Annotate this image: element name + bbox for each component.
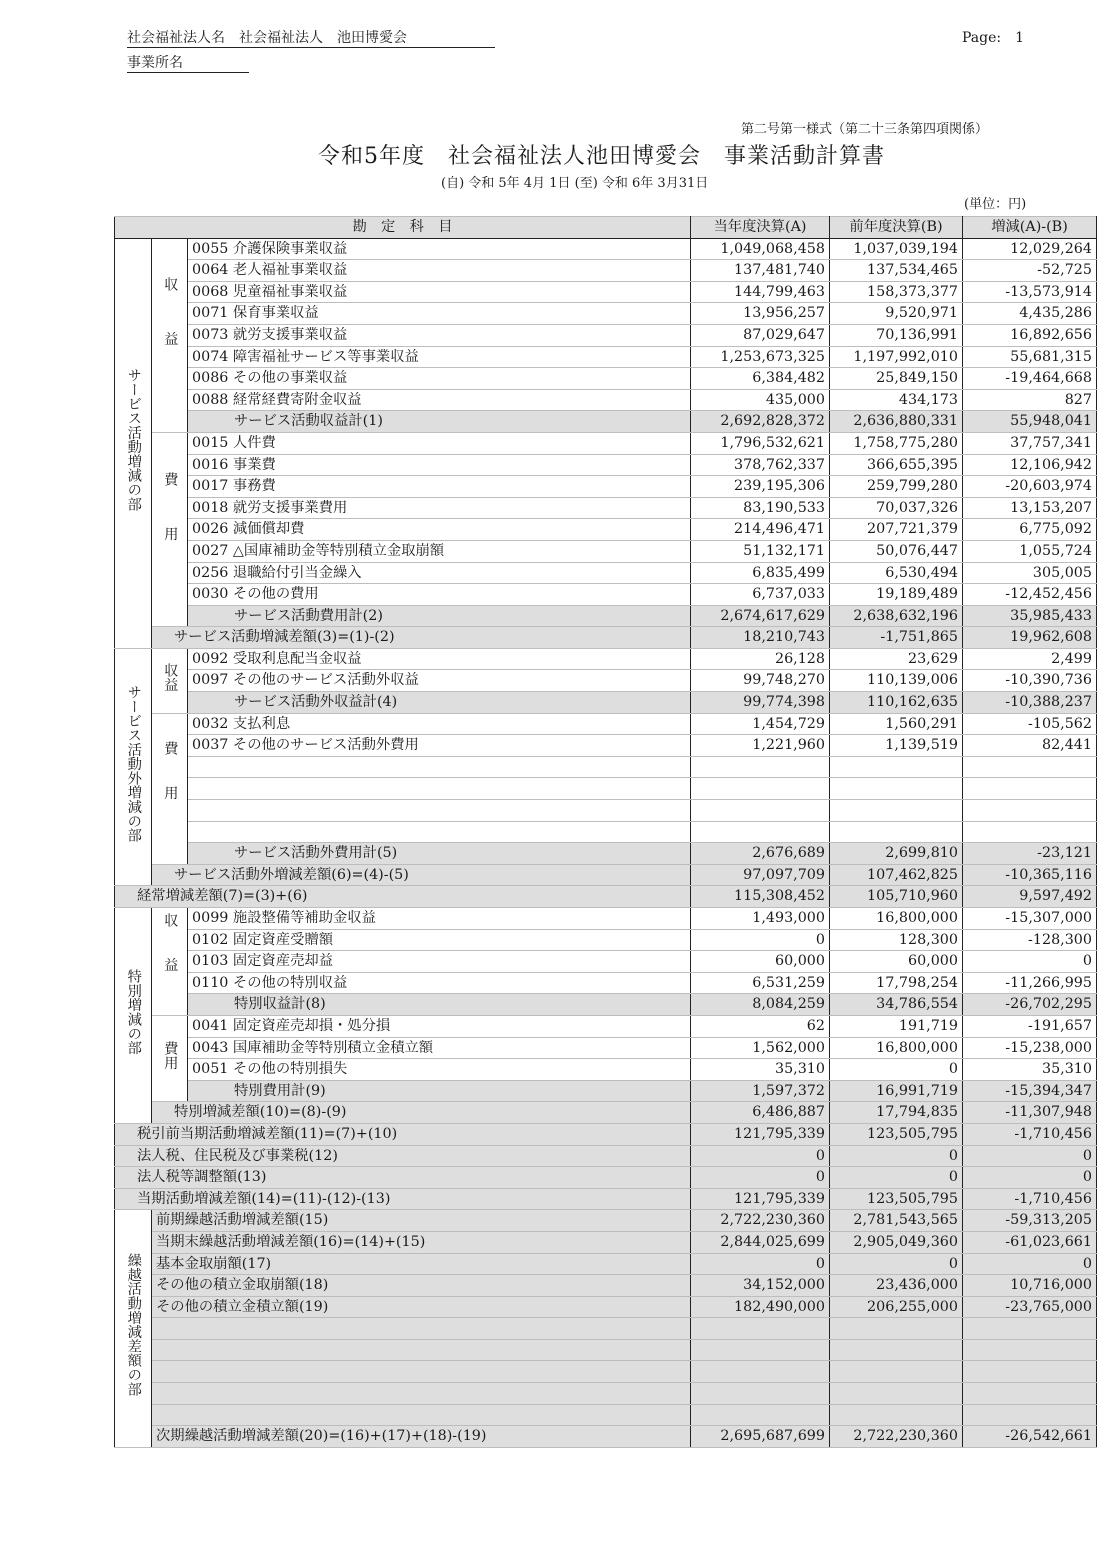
office-name: 事業所名 xyxy=(127,52,249,73)
row-label: 0030 その他の費用 xyxy=(188,584,691,606)
value-diff: 55,681,315 xyxy=(963,346,1097,368)
value-diff: 9,597,492 xyxy=(963,886,1097,908)
value-current: 378,762,337 xyxy=(691,454,830,476)
row-label: 0099 施設整備等補助金収益 xyxy=(188,908,691,930)
total-row xyxy=(115,886,1097,908)
table-row xyxy=(115,951,1097,973)
value-previous: 17,794,835 xyxy=(830,1102,963,1124)
value-previous: 1,560,291 xyxy=(830,713,963,735)
table-row xyxy=(115,1059,1097,1081)
value-diff: -11,307,948 xyxy=(963,1102,1097,1124)
value-diff: -15,307,000 xyxy=(963,908,1097,930)
value-previous: 110,139,006 xyxy=(830,670,963,692)
value-diff: 35,985,433 xyxy=(963,605,1097,627)
col-account: 勘 定 科 目 xyxy=(115,217,691,239)
value-current: 1,796,532,621 xyxy=(691,432,830,454)
value-diff: 12,029,264 xyxy=(963,238,1097,260)
value-diff: -26,542,661 xyxy=(963,1426,1097,1448)
value-previous: 16,800,000 xyxy=(830,908,963,930)
value-current: 2,676,689 xyxy=(691,843,830,865)
group-expense: 費用 xyxy=(152,432,188,626)
blank-row xyxy=(115,1339,1097,1361)
subtotal-row xyxy=(115,692,1097,714)
value-previous: 137,534,465 xyxy=(830,260,963,282)
value-previous: 105,710,960 xyxy=(830,886,963,908)
value-current: 1,562,000 xyxy=(691,1037,830,1059)
header-row xyxy=(115,217,1097,239)
table-row xyxy=(115,260,1097,282)
total-row xyxy=(115,1426,1097,1448)
value-diff: -59,313,205 xyxy=(963,1210,1097,1232)
value-current: 87,029,647 xyxy=(691,324,830,346)
value-diff: -15,238,000 xyxy=(963,1037,1097,1059)
value-current: 18,210,743 xyxy=(691,627,830,649)
blank-row xyxy=(115,756,1097,778)
row-label: 0064 老人福祉事業収益 xyxy=(188,260,691,282)
table-row xyxy=(115,562,1097,584)
table-row xyxy=(115,1231,1097,1253)
value-diff: 19,962,608 xyxy=(963,627,1097,649)
value-diff: -52,725 xyxy=(963,260,1097,282)
value-current: 1,597,372 xyxy=(691,1080,830,1102)
value-diff: 305,005 xyxy=(963,562,1097,584)
row-label: 0016 事業費 xyxy=(188,454,691,476)
value-previous: 0 xyxy=(830,1253,963,1275)
value-diff: 16,892,656 xyxy=(963,324,1097,346)
row-label: 0102 固定資産受贈額 xyxy=(188,929,691,951)
table-row xyxy=(115,648,1097,670)
group-income: 収益 xyxy=(152,238,188,432)
row-label: 0027 △国庫補助金等特別積立金取崩額 xyxy=(188,540,691,562)
row-label: 0032 支払利息 xyxy=(188,713,691,735)
value-previous: 25,849,150 xyxy=(830,368,963,390)
value-diff: 35,310 xyxy=(963,1059,1097,1081)
table-row xyxy=(115,584,1097,606)
value-current: 26,128 xyxy=(691,648,830,670)
value-previous: 16,800,000 xyxy=(830,1037,963,1059)
table-row xyxy=(115,540,1097,562)
value-current: 1,493,000 xyxy=(691,908,830,930)
value-previous: 16,991,719 xyxy=(830,1080,963,1102)
total-row xyxy=(115,1123,1097,1145)
value-previous: 19,189,489 xyxy=(830,584,963,606)
value-diff: -10,390,736 xyxy=(963,670,1097,692)
row-label: 特別収益計(8) xyxy=(188,994,691,1016)
value-diff: 55,948,041 xyxy=(963,411,1097,433)
value-current: 2,722,230,360 xyxy=(691,1210,830,1232)
value-current: 115,308,452 xyxy=(691,886,830,908)
value-diff: -191,657 xyxy=(963,1015,1097,1037)
row-label: 0103 固定資産売却益 xyxy=(188,951,691,973)
value-diff: 2,499 xyxy=(963,648,1097,670)
value-current: 1,454,729 xyxy=(691,713,830,735)
row-label: 基本金取崩額(17) xyxy=(152,1253,691,1275)
value-previous: 23,629 xyxy=(830,648,963,670)
table-row xyxy=(115,929,1097,951)
table-row xyxy=(115,454,1097,476)
value-diff: -11,266,995 xyxy=(963,972,1097,994)
value-diff: -23,765,000 xyxy=(963,1296,1097,1318)
subtotal-row xyxy=(115,843,1097,865)
value-previous: 6,530,494 xyxy=(830,562,963,584)
row-label: 次期繰越活動増減差額(20)=(16)+(17)+(18)-(19) xyxy=(152,1426,691,1448)
value-current: 35,310 xyxy=(691,1059,830,1081)
value-current: 8,084,259 xyxy=(691,994,830,1016)
value-current: 2,695,687,699 xyxy=(691,1426,830,1448)
value-previous: -1,751,865 xyxy=(830,627,963,649)
value-current: 60,000 xyxy=(691,951,830,973)
form-note: 第二号第一様式（第二十三条第四項関係） xyxy=(741,122,989,137)
value-diff: 0 xyxy=(963,1253,1097,1275)
value-current: 13,956,257 xyxy=(691,303,830,325)
row-label: サービス活動収益計(1) xyxy=(188,411,691,433)
value-diff: -15,394,347 xyxy=(963,1080,1097,1102)
value-previous: 128,300 xyxy=(830,929,963,951)
value-previous: 206,255,000 xyxy=(830,1296,963,1318)
value-previous: 70,136,991 xyxy=(830,324,963,346)
value-diff: 6,775,092 xyxy=(963,519,1097,541)
unit-label: (単位：円) xyxy=(964,197,1027,212)
blank-row xyxy=(115,778,1097,800)
table-row xyxy=(115,908,1097,930)
value-diff: 827 xyxy=(963,389,1097,411)
table-row xyxy=(115,1037,1097,1059)
row-label: 0071 保育事業収益 xyxy=(188,303,691,325)
table-row xyxy=(115,303,1097,325)
row-label: 0041 固定資産売却損・処分損 xyxy=(188,1015,691,1037)
value-current: 2,692,828,372 xyxy=(691,411,830,433)
value-diff: 12,106,942 xyxy=(963,454,1097,476)
section-service: サービス活動増減の部 xyxy=(115,238,152,648)
blank-row xyxy=(115,800,1097,822)
value-diff: -1,710,456 xyxy=(963,1188,1097,1210)
row-label: 0256 退職給付引当金繰入 xyxy=(188,562,691,584)
value-current: 0 xyxy=(691,929,830,951)
row-label: その他の積立金積立額(19) xyxy=(152,1296,691,1318)
row-label: 0068 児童福祉事業収益 xyxy=(188,281,691,303)
table-row xyxy=(115,713,1097,735)
value-current: 2,844,025,699 xyxy=(691,1231,830,1253)
value-current: 121,795,339 xyxy=(691,1188,830,1210)
value-current: 1,221,960 xyxy=(691,735,830,757)
value-current: 2,674,617,629 xyxy=(691,605,830,627)
row-label: 特別増減差額(10)=(8)-(9) xyxy=(152,1102,691,1124)
blank-row xyxy=(115,821,1097,843)
value-previous: 1,758,775,280 xyxy=(830,432,963,454)
value-diff: 1,055,724 xyxy=(963,540,1097,562)
value-diff: 10,716,000 xyxy=(963,1275,1097,1297)
col-diff: 増減(A)-(B) xyxy=(963,217,1097,239)
value-previous: 34,786,554 xyxy=(830,994,963,1016)
table-row xyxy=(115,1015,1097,1037)
table-row xyxy=(115,324,1097,346)
blank-row xyxy=(115,1404,1097,1426)
value-current: 0 xyxy=(691,1167,830,1189)
row-label: 0110 その他の特別収益 xyxy=(188,972,691,994)
value-current: 137,481,740 xyxy=(691,260,830,282)
value-current: 83,190,533 xyxy=(691,497,830,519)
value-previous: 60,000 xyxy=(830,951,963,973)
total-row xyxy=(115,1102,1097,1124)
value-diff: 4,435,286 xyxy=(963,303,1097,325)
row-label: 0051 その他の特別損失 xyxy=(188,1059,691,1081)
row-label: 0088 経常経費寄附金収益 xyxy=(188,389,691,411)
row-label: サービス活動外費用計(5) xyxy=(188,843,691,865)
statement-table xyxy=(114,216,1097,1448)
value-current: 6,737,033 xyxy=(691,584,830,606)
row-label: 当期活動増減差額(14)=(11)-(12)-(13) xyxy=(115,1188,691,1210)
value-current: 62 xyxy=(691,1015,830,1037)
value-diff: -13,573,914 xyxy=(963,281,1097,303)
table-row xyxy=(115,389,1097,411)
document-title: 令和5年度 社会福祉法人池田博愛会 事業活動計算書 xyxy=(318,144,885,169)
value-previous: 107,462,825 xyxy=(830,864,963,886)
row-label: 0086 その他の事業収益 xyxy=(188,368,691,390)
group-income: 収益 xyxy=(152,648,188,713)
row-label: サービス活動外増減差額(6)=(4)-(5) xyxy=(152,864,691,886)
value-diff: -20,603,974 xyxy=(963,476,1097,498)
value-diff: -105,562 xyxy=(963,713,1097,735)
value-current: 1,253,673,325 xyxy=(691,346,830,368)
table-row xyxy=(115,281,1097,303)
row-label: 特別費用計(9) xyxy=(188,1080,691,1102)
value-diff: 13,153,207 xyxy=(963,497,1097,519)
group-expense: 費用 xyxy=(152,1015,188,1101)
value-previous: 2,722,230,360 xyxy=(830,1426,963,1448)
value-previous: 1,139,519 xyxy=(830,735,963,757)
value-previous: 1,197,992,010 xyxy=(830,346,963,368)
table-row xyxy=(115,476,1097,498)
blank-row xyxy=(115,1318,1097,1340)
section-special: 特別増減の部 xyxy=(115,908,152,1124)
value-current: 0 xyxy=(691,1145,830,1167)
value-current: 214,496,471 xyxy=(691,519,830,541)
table-row xyxy=(115,519,1097,541)
row-label: 税引前当期活動増減差額(11)=(7)+(10) xyxy=(115,1123,691,1145)
value-current: 6,384,482 xyxy=(691,368,830,390)
row-label: 0073 就労支援事業収益 xyxy=(188,324,691,346)
value-previous: 158,373,377 xyxy=(830,281,963,303)
row-label: 0015 人件費 xyxy=(188,432,691,454)
value-previous: 9,520,971 xyxy=(830,303,963,325)
section-nonservice: サービス活動外増減の部 xyxy=(115,648,152,886)
row-label: 0055 介護保険事業収益 xyxy=(188,238,691,260)
corporation-name: 社会福祉法人名 社会福祉法人 池田博愛会 xyxy=(127,27,495,48)
value-diff: -19,464,668 xyxy=(963,368,1097,390)
value-current: 99,774,398 xyxy=(691,692,830,714)
value-current: 34,152,000 xyxy=(691,1275,830,1297)
row-label: サービス活動外収益計(4) xyxy=(188,692,691,714)
value-diff: -12,452,456 xyxy=(963,584,1097,606)
value-diff: -1,710,456 xyxy=(963,1123,1097,1145)
table-row xyxy=(115,972,1097,994)
total-row xyxy=(115,627,1097,649)
table-row xyxy=(115,238,1097,260)
value-diff: 0 xyxy=(963,1167,1097,1189)
row-label: 0018 就労支援事業費用 xyxy=(188,497,691,519)
section-carry: 繰越活動増減差額の部 xyxy=(115,1210,152,1448)
value-diff: -26,702,295 xyxy=(963,994,1097,1016)
value-previous: 1,037,039,194 xyxy=(830,238,963,260)
row-label: 法人税等調整額(13) xyxy=(115,1167,691,1189)
value-previous: 259,799,280 xyxy=(830,476,963,498)
row-label: サービス活動費用計(2) xyxy=(188,605,691,627)
table-row xyxy=(115,735,1097,757)
total-row xyxy=(115,1188,1097,1210)
value-current: 144,799,463 xyxy=(691,281,830,303)
table-row xyxy=(115,670,1097,692)
table-row xyxy=(115,1253,1097,1275)
value-current: 6,486,887 xyxy=(691,1102,830,1124)
value-current: 51,132,171 xyxy=(691,540,830,562)
group-income: 収益 xyxy=(152,908,188,1016)
value-diff: 37,757,341 xyxy=(963,432,1097,454)
value-current: 99,748,270 xyxy=(691,670,830,692)
group-expense: 費用 xyxy=(152,713,188,864)
value-previous: 2,781,543,565 xyxy=(830,1210,963,1232)
value-diff: -128,300 xyxy=(963,929,1097,951)
row-label: 0037 その他のサービス活動外費用 xyxy=(188,735,691,757)
value-current: 435,000 xyxy=(691,389,830,411)
blank-row xyxy=(115,1361,1097,1383)
page-number: Page: 1 xyxy=(962,30,1025,46)
table-row xyxy=(115,1210,1097,1232)
value-current: 121,795,339 xyxy=(691,1123,830,1145)
value-previous: 434,173 xyxy=(830,389,963,411)
table-row xyxy=(115,1275,1097,1297)
value-diff: -23,121 xyxy=(963,843,1097,865)
subtotal-row xyxy=(115,605,1097,627)
table-row xyxy=(115,346,1097,368)
row-label: その他の積立金取崩額(18) xyxy=(152,1275,691,1297)
value-previous: 2,636,880,331 xyxy=(830,411,963,433)
value-previous: 23,436,000 xyxy=(830,1275,963,1297)
row-label: 前期繰越活動増減差額(15) xyxy=(152,1210,691,1232)
table-row xyxy=(115,432,1097,454)
row-label: 経常増減差額(7)=(3)+(6) xyxy=(115,886,691,908)
value-previous: 110,162,635 xyxy=(830,692,963,714)
col-current: 当年度決算(A) xyxy=(691,217,830,239)
value-previous: 2,638,632,196 xyxy=(830,605,963,627)
total-row xyxy=(115,864,1097,886)
value-previous: 0 xyxy=(830,1167,963,1189)
value-current: 6,835,499 xyxy=(691,562,830,584)
value-current: 6,531,259 xyxy=(691,972,830,994)
value-previous: 123,505,795 xyxy=(830,1123,963,1145)
value-previous: 0 xyxy=(830,1059,963,1081)
blank-row xyxy=(115,1383,1097,1405)
table-row xyxy=(115,368,1097,390)
value-current: 97,097,709 xyxy=(691,864,830,886)
period: (自) 令和 5年 4月 1日 (至) 令和 6年 3月31日 xyxy=(441,176,709,191)
table-row xyxy=(115,1296,1097,1318)
table-row xyxy=(115,497,1097,519)
value-previous: 50,076,447 xyxy=(830,540,963,562)
row-label: 法人税、住民税及び事業税(12) xyxy=(115,1145,691,1167)
value-previous: 0 xyxy=(830,1145,963,1167)
subtotal-row xyxy=(115,994,1097,1016)
row-label: 0097 その他のサービス活動外収益 xyxy=(188,670,691,692)
row-label: 0092 受取利息配当金収益 xyxy=(188,648,691,670)
value-current: 1,049,068,458 xyxy=(691,238,830,260)
value-diff: -61,023,661 xyxy=(963,1231,1097,1253)
value-current: 239,195,306 xyxy=(691,476,830,498)
value-diff: -10,365,116 xyxy=(963,864,1097,886)
row-label: 0017 事務費 xyxy=(188,476,691,498)
row-label: 当期末繰越活動増減差額(16)=(14)+(15) xyxy=(152,1231,691,1253)
value-diff: 0 xyxy=(963,1145,1097,1167)
value-current: 182,490,000 xyxy=(691,1296,830,1318)
row-label: 0043 国庫補助金等特別積立金積立額 xyxy=(188,1037,691,1059)
value-current: 0 xyxy=(691,1253,830,1275)
subtotal-row xyxy=(115,1080,1097,1102)
row-label: 0074 障害福祉サービス等事業収益 xyxy=(188,346,691,368)
value-previous: 191,719 xyxy=(830,1015,963,1037)
value-previous: 70,037,326 xyxy=(830,497,963,519)
value-diff: 82,441 xyxy=(963,735,1097,757)
subtotal-row xyxy=(115,411,1097,433)
value-previous: 123,505,795 xyxy=(830,1188,963,1210)
value-previous: 2,699,810 xyxy=(830,843,963,865)
value-previous: 207,721,379 xyxy=(830,519,963,541)
col-previous: 前年度決算(B) xyxy=(830,217,963,239)
value-previous: 366,655,395 xyxy=(830,454,963,476)
value-diff: -10,388,237 xyxy=(963,692,1097,714)
value-previous: 2,905,049,360 xyxy=(830,1231,963,1253)
total-row xyxy=(115,1145,1097,1167)
row-label: サービス活動増減差額(3)=(1)-(2) xyxy=(152,627,691,649)
row-label: 0026 減価償却費 xyxy=(188,519,691,541)
total-row xyxy=(115,1167,1097,1189)
value-previous: 17,798,254 xyxy=(830,972,963,994)
value-diff: 0 xyxy=(963,951,1097,973)
